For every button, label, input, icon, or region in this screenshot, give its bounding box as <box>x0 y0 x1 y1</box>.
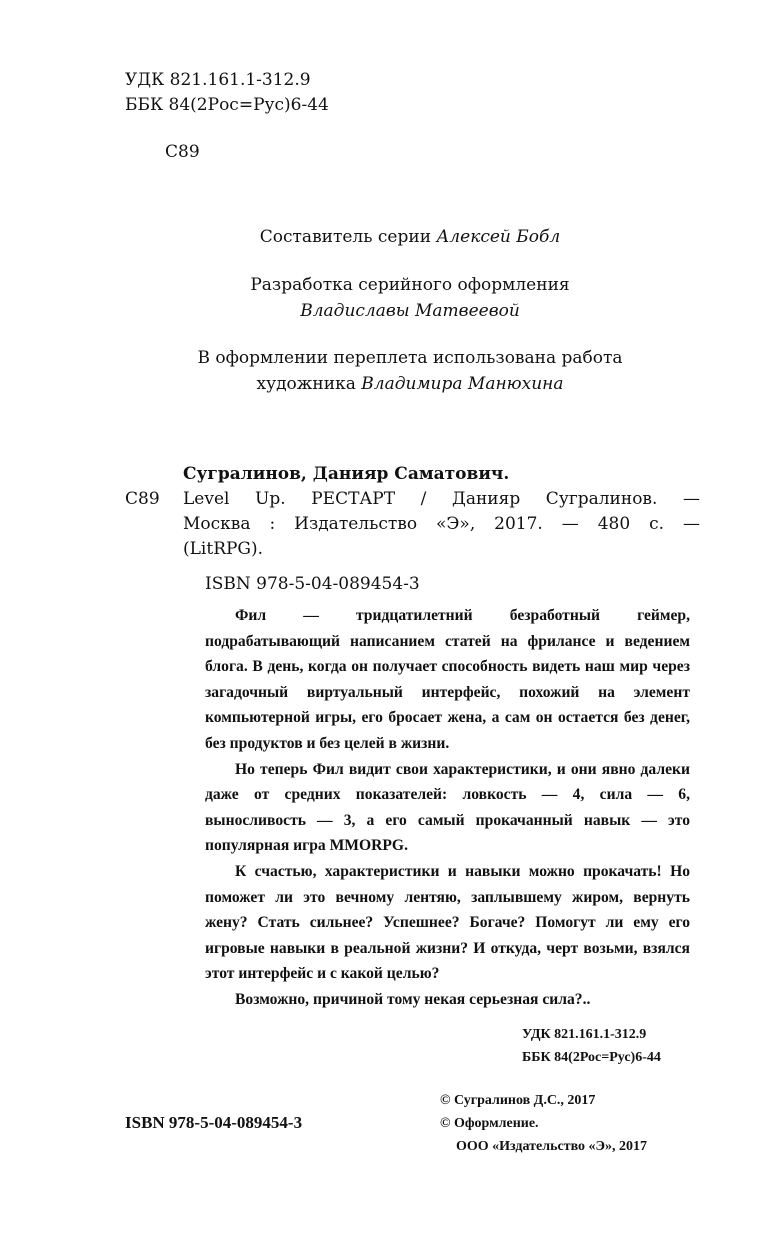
biblio-line-3: (LitRPG). <box>183 539 264 559</box>
cover-artist-name: Владимира Манюхина <box>361 374 564 394</box>
design-name <box>0 301 768 321</box>
series-compiler-name: Алексей Бобл <box>436 227 561 247</box>
annotation-paragraph: Но теперь Фил видит свои характеристики, и они явно далеки даже от средних показателей: ловкость — 4, сила — 6, выносливость — 3, а его самый прокачанный навык — это популярная игра MMORPG. <box>205 760 690 855</box>
author-code: С89 <box>165 142 200 162</box>
annotation-paragraph: Возможно, причиной тому некая серьезная сила?.. <box>235 990 591 1008</box>
bbk-code: ББК 84(2Рос=Рус)6-44 <box>125 95 329 115</box>
copyright-block <box>440 1089 700 1158</box>
series-compiler <box>0 227 768 247</box>
cover-artist <box>0 374 768 394</box>
footer-isbn: ISBN 978-5-04-089454-3 <box>125 1113 303 1132</box>
series-compiler-label: Составитель серии <box>259 227 432 247</box>
footer-bbk: ББК 84(2Рос=Рус)6-44 <box>522 1049 661 1065</box>
udk-code: УДК 821.161.1-312.9 <box>125 70 311 90</box>
biblio-line-2: Москва : Издательство «Э», 2017. — 480 с. — <box>183 514 700 534</box>
biblio-isbn: ISBN 978-5-04-089454-3 <box>205 574 420 594</box>
cover-artist-label: художника <box>256 374 356 394</box>
copyright-author: © Сугралинов Д.С., 2017 <box>440 1092 596 1108</box>
design-name-text: Владиславы Матвеевой <box>300 301 520 321</box>
biblio-code: С89 <box>125 489 160 509</box>
copyright-design: © Оформление. <box>440 1115 539 1131</box>
footer-codes <box>522 1023 700 1069</box>
author-heading: Сугралинов, Данияр Саматович. <box>183 464 510 484</box>
annotation <box>205 603 690 1013</box>
footer-bottom <box>125 1089 700 1158</box>
footer-udk: УДК 821.161.1-312.9 <box>522 1026 647 1042</box>
annotation-paragraph: Фил — тридцатилетний безработный геймер, подрабатывающий написанием статей на фрилансе и ведением блога. В день, когда он получает способность видеть наш мир через загадочный виртуальный интерфейс, похожий на элемент компьютерной игры, его бросает жена, а сам он остается без денег, без продуктов и без целей в жизни. <box>205 607 690 752</box>
design-label: Разработка серийного оформления <box>250 275 570 295</box>
cover-label: В оформлении переплета использована работа <box>197 348 623 368</box>
bibliographic-block <box>125 462 700 1158</box>
copyright-publisher: ООО «Издательство «Э», 2017 <box>456 1138 648 1154</box>
annotation-paragraph: К счастью, характеристики и навыки можно прокачать! Но поможет ли это вечному лентяю, заплывшему жиром, вернуть жену? Стать сильнее? Успешнее? Богаче? Помогут ли ему его игровые навыки в реальной жизни? И откуда, черт возьми, взялся этот интерфейс и с какой целью? <box>205 862 690 983</box>
biblio-line-1: Level Up. РЕСТАРТ / Данияр Сугралинов. — <box>183 489 700 509</box>
